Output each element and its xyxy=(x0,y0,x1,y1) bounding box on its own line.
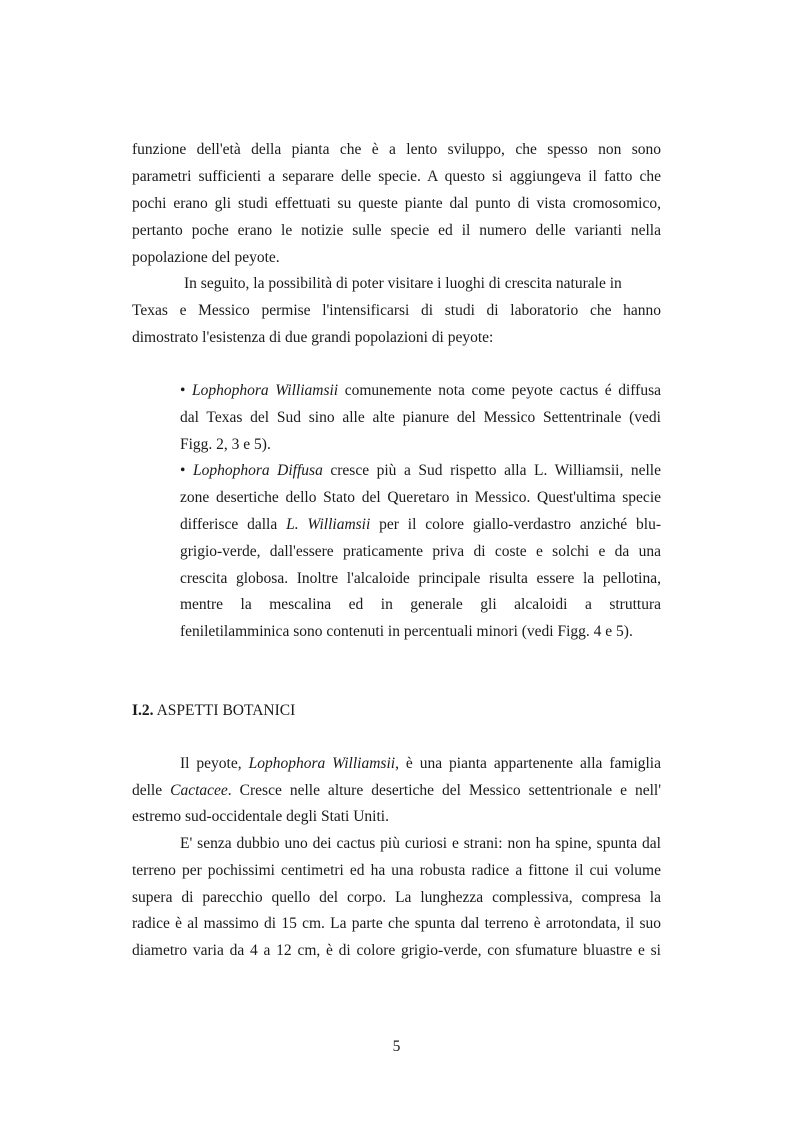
page-number: 5 xyxy=(392,1038,401,1055)
bullet-2-line-6: mentre la mescalina ed in generale gli alcaloidi a struttura xyxy=(180,596,661,613)
paragraph-1-line-1: funzione dell'età della pianta che è a lento sviluppo, che spesso non sono xyxy=(132,141,661,158)
bullet-2-line-1 xyxy=(180,457,661,484)
bullet-2-line-3 xyxy=(180,511,661,538)
bullet-marker: • xyxy=(180,462,186,479)
bullet-1-line-3: Figg. 2, 3 e 5). xyxy=(180,436,271,453)
paragraph-3-text: delle xyxy=(132,782,171,799)
paragraph-3-line-3: estremo sud-occidentale degli Stati Uniti. xyxy=(132,808,389,825)
bullet-1-line-1 xyxy=(180,377,661,404)
bullet-marker: • xyxy=(180,382,186,399)
species-name: Lophophora Williamsii xyxy=(248,755,396,772)
paragraph-4-line-3: supera di parecchio quello del corpo. La lunghezza complessiva, compresa la xyxy=(132,889,661,906)
section-title: ASPETTI BOTANICI xyxy=(153,702,296,719)
paragraph-1-line-4: pertanto poche erano le notizie sulle specie ed il numero delle varianti nella xyxy=(132,222,661,239)
species-name: Lophophora Williamsii xyxy=(192,382,339,399)
bullet-2-text: per il colore giallo-verdastro anziché blu- xyxy=(370,516,661,533)
family-name: Cactacee xyxy=(170,782,228,799)
paragraph-1-line-2: parametri sufficienti a separare delle specie. A questo si aggiungeva il fatto che xyxy=(132,168,661,185)
bullet-2-text: cresce più a Sud rispetto alla L. Williamsii, nelle xyxy=(322,462,661,479)
bullet-2-text: differisce dalla xyxy=(180,516,287,533)
paragraph-4-line-2: terreno per pochissimi centimetri ed ha una robusta radice a fittone il cui volume xyxy=(132,862,661,879)
paragraph-4-line-5: diametro varia da 4 a 12 cm, è di colore grigio-verde, con sfumature bluastre e si xyxy=(132,942,661,959)
section-heading xyxy=(132,697,295,724)
paragraph-3-line-2 xyxy=(132,777,661,804)
paragraph-4-line-4: radice è al massimo di 15 cm. La parte che spunta dal terreno è arrotondata, il suo xyxy=(132,915,661,932)
bullet-2-line-7: feniletilamminica sono contenuti in percentuali minori (vedi Figg. 4 e 5). xyxy=(180,623,633,640)
paragraph-4-line-1: E' senza dubbio uno dei cactus più curiosi e strani: non ha spine, spunta dal xyxy=(180,835,661,852)
paragraph-3-line-1 xyxy=(180,750,661,777)
paragraph-1-line-3: pochi erano gli studi effettuati su queste piante dal punto di vista cromosomico, xyxy=(132,195,661,212)
paragraph-2-line-3: dimostrato l'esistenza di due grandi popolazioni di peyote: xyxy=(132,329,494,346)
paragraph-3-text: Il peyote, xyxy=(180,755,249,772)
bullet-1-text: comunemente nota come peyote cactus é diffusa xyxy=(338,382,661,399)
paragraph-2-line-1: In seguito, la possibilità di poter visitare i luoghi di crescita naturale in xyxy=(184,275,622,292)
paragraph-1-line-5: popolazione del peyote. xyxy=(132,249,280,266)
section-number: I.2. xyxy=(132,702,154,719)
paragraph-3-text: , è una pianta appartenente alla famiglia xyxy=(395,755,661,772)
species-name: L. Williamsii xyxy=(286,516,371,533)
bullet-1-line-2: dal Texas del Sud sino alle alte pianure del Messico Settentrinale (vedi xyxy=(180,409,661,426)
bullet-2-line-4: grigio-verde, dall'essere praticamente priva di coste e solchi e da una xyxy=(180,543,661,560)
bullet-2-line-5: crescita globosa. Inoltre l'alcaloide principale risulta essere la pellotina, xyxy=(180,570,661,587)
paragraph-2-line-2: Texas e Messico permise l'intensificarsi di studi di laboratorio che hanno xyxy=(132,302,661,319)
paragraph-3-text: . Cresce nelle alture desertiche del Messico settentrionale e nell' xyxy=(227,782,661,799)
bullet-2-line-2: zone desertiche dello Stato del Queretaro in Messico. Quest'ultima specie xyxy=(180,489,661,506)
species-name: Lophophora Diffusa xyxy=(192,462,323,479)
